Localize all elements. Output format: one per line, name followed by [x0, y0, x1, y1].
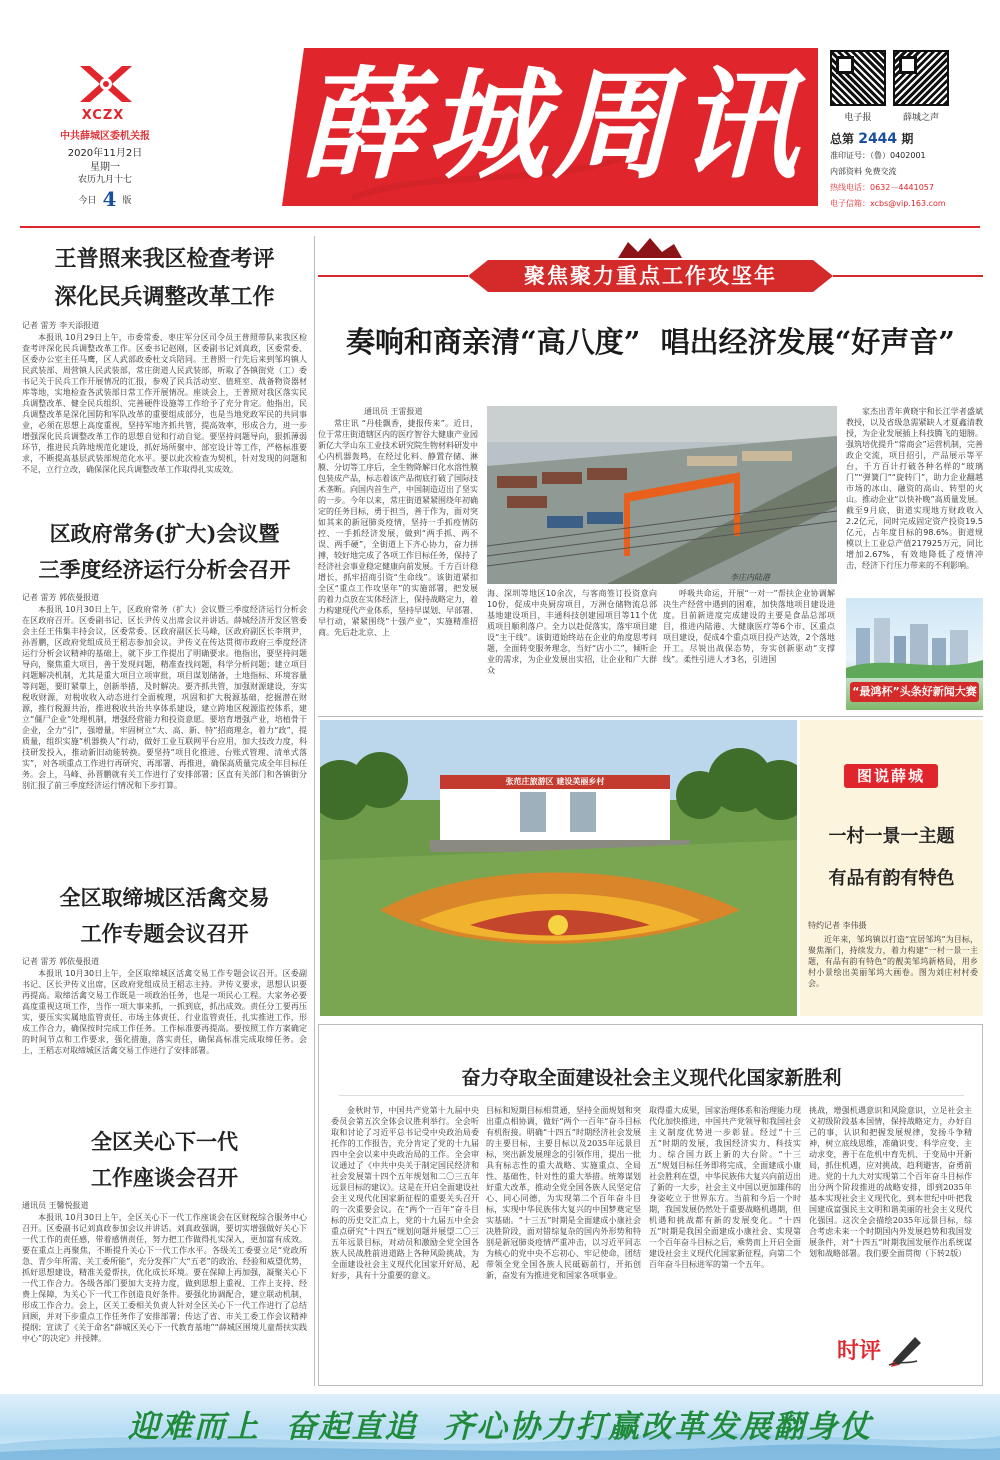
article-executive-meeting	[22, 512, 307, 872]
lead-body-col2: 海、深圳等地区10余次，与客商签订投资意向10份，促成中央厨房项目，万洲仓储物流总部基地建设项目，丰通科技创建园项目等11个优质项目顺利落户。全力以赴促落实，落牢项目建设“主干线”。该街道始终站在企业的角度思考问题，全面转变服务理念，当好“店小二”，倾听企业的需求，为企业发展出实招，让企业和广大群众	[487, 589, 657, 675]
article-headline: 全区关心下一代	[91, 1129, 238, 1154]
village-sign-text: 张范庄旅游区 建设美丽乡村	[505, 777, 605, 786]
circulation-note: 内部资料 免费交流	[830, 167, 897, 176]
article-body: 本报讯 10月29日上午，市委常委、枣庄军分区司令员王普照带队来我区检查考评深化民兵调整改革工作。区委书记赵刚，区委副书记刘真政，区委常委、区委办公室主任马鹰，区人武部政委杜文兵陪同。王普照一行先后来到邹坞镇人民武装部、周营镇人民武装部，常庄街道人民武装部，听取了各镇街党（工）委书记关于民兵工作开展情况的汇报，参观了民兵活动室、值班室、战备物资器材库等地，实地检查各武装部日常工作开展情况。座谈会上，王普照对我区落实民兵调整改革、健全民兵组织、完善硬件设施等工作给予了充分肯定。他指出，民兵调整改革是深化国防和军队改革的重要组成部分，也是当地党政军民的共同事业，必须在思想上高度重视，坚持军地齐抓共管，提高效率，形成合力，进一步增强深化民兵调整改革工作的思想自觉和行动自觉。要坚持问题导向，狠抓薄弱环节，推进民兵阵地规范化建设，抓好场所聚中、部室设计等工作，严格标准要求，不断提高基层武装部规范化水平。要以此次检查为契机，针对发现的问题和不足，立行立改，确保深化民兵调整改革工作取得扎实成效。	[22, 333, 307, 474]
article-headline: 王普照来我区检查考评	[54, 246, 275, 272]
lunar-date: 农历九月十七	[77, 175, 132, 185]
commentary-col2: 目标和短期目标相贯通，坚持全面规划和突出重点相协调，做好“两个一百年”奋斗目标有机衔接。明确“十四五”时期经济社会发展的主要目标，主要目标以及2035年远景目标，突出新发展理念的引领作用，提出一批具有标志性的重大战略、实施重点、全局性、基础性、针对性的重大举措。统筹谋划好重大改革，推动全党全国各族人民坚定信心、同心同德，为实现第二个百年奋斗目标，实现中华民族伟大复兴的中国梦奠定坚实基础。“十三五”时期是全面建成小康社会决胜阶段，面对错综复杂的国内外形势和特别是新冠肺炎疫情严重冲击，以习近平同志为核心的党中央不忘初心、牢记使命，团结带领全党全国各族人民砥砺前行，开拓创新，奋发有为推进党和国家各项事业。	[486, 1106, 641, 1280]
lead-body-right: 家杰出青年黄晓宇和长江学者盛斌教授，以及省级急需紧缺人才夏鑫清教授，为企业发展插上科技腾飞的翅膀。强筑培优提升“常商会”运营机制，完善政企交流，项目招引，产品展示等平台，千方百计打破各种名样的“玻璃门”“弹簧门”“旋转门”，助力企业翻越市场的冰山、融资的高山、转型的火山。推动企业“以快补晚”高质量发展。截至9月底，街道实现地方财政收入2.2亿元，同时完成固定资产投资19.5亿元，占年度目标的98.6%。街道规模以上工业总产值217925万元，同比增加2.67%，有效地降低了疫情冲击，经济下行压力带来的不利影响。	[846, 407, 983, 570]
issue-number: 2444	[858, 131, 898, 147]
commentary-col1: 金秋时节，中国共产党第十九届中央委员会第五次全体会议胜利举行。全会听取和讨论了习近平总书记受中央政治局委托作的工作报告，充分肯定了党的十九届四中全会以来中央政治局的工作。全会审议通过了《中共中央关于制定国民经济和社会发展第十四个五年规划和二〇三五年远景目标的建议》。这是在开启全面建设社会主义现代化国家新征程的重要关头召开的一次重要会议。在“两个一百年”奋斗目标的历史交汇点上，党的十九届五中全会重点研究“十四五”规划问题并展望二〇三五年远景目标，对动员和激励全党全国各族人民战胜前进道路上各种风险挑战，为全面建设社会主义现代化国家开好局、起好步，具有十分重要的意义。	[331, 1106, 479, 1280]
inland-port-photo	[487, 406, 837, 584]
article-byline: 记者 雷芳 李天添报道	[22, 321, 100, 330]
bottom-banner	[0, 1394, 1000, 1460]
article-headline: 工作专题会议召开	[80, 921, 249, 946]
article-byline: 记者 雷芳 郭依曼报道	[22, 957, 100, 966]
article-body: 本报讯 10月30日上午，全区关心下一代工作座谈会在区财税综合服务中心召开。区委副书记刘真政参加会议并讲话。刘真政强调，要切实增强做好关心下一代工作的责任感，带着感情责任，努力把工作做得扎实深入，更加富有成效。要在重点上再聚焦，不断提升关心下一代工作水平。各级关工委要立足“党政所急、青少年所需、关工委所能”，充分发挥广大“五老”的政治、经验和威望优势，抓好思想建设，精准关爱帮扶，优化成长环境。要在保障上再加强，凝聚关心下一代工作合力。各级各部门要加大支持力度，做到思想上重视、工作上支持、经费上保障，为关心下一代工作创造良好条件。要强化协调配合，建立联动机制，形成工作合力。会上，区关工委相关负责人针对全区关心下一代工作进行了总结回顾，并对下步重点工作任务作了安排部署；传达了省、市关工委工作会议精神提纲；宣读了《关于命名“薛城区关心下一代教育基地”“薛城区围境儿童帮扶实践中心”的决定》并授牌。	[22, 1213, 307, 1343]
slogan-text: 聚焦聚力重点工作攻坚年	[524, 263, 777, 288]
feature-title: 有品有韵有特色	[828, 868, 955, 889]
article-body: 本报讯 10月30日上午，全区取缔城区活禽交易工作专题会议召开。区委副书记、区长尹传义出席，区政府党组成员王稻志主持。尹传义要求，思想认识要再提高。取缔活禽交易工作既是一项政治任务，也是一项民心工程。大家务必要高度重视这项工作，当作一项大事来抓，一抓到底，抓出成效。责任分工要再压实，要压实实属地监管责任、市场主体责任、行业监管责任，扎实推进工作，形成工作合力，确保按时完成工作任务。工作标准要再提高。要按照工作方案确定的时间节点和工作要求，强化措施，落实责任，确保高标准完成取缔任务。会上，王稻志对取缔城区活禽交易工作进行了安排部署。	[22, 969, 307, 1055]
weekday: 星期一	[90, 162, 120, 173]
feature-byline: 特约记者 李伟摄	[808, 921, 867, 930]
contest-ad[interactable]	[846, 598, 983, 710]
article-next-generation	[22, 1120, 307, 1384]
article-headline: 全区取缔城区活禽交易	[59, 885, 270, 910]
logo	[70, 62, 136, 122]
pages-count: 4	[102, 187, 117, 211]
article-byline: 通讯员 王馨悦报道	[22, 1201, 89, 1210]
feature-photo	[320, 720, 797, 1016]
feature-title: 一村一景一主题	[828, 826, 955, 847]
title-block	[282, 48, 818, 206]
print-permit: 准印证号：（鲁）0402001	[830, 151, 926, 160]
contest-ad-text: “最鸿杯”头条好新闻大赛	[850, 682, 979, 702]
issue-suffix: 期	[901, 132, 914, 146]
lead-headline: 奏响和商亲清“高八度” 唱出经济发展“好声音”	[346, 325, 955, 359]
logo-code: XCZX	[81, 108, 125, 123]
article-byline: 记者 雷芳 郭依曼报道	[22, 593, 100, 602]
article-body: 本报讯 10月30日上午，区政府常务（扩大）会议暨三季度经济运行分析会在区政府召开。区委副书记、区长尹传义出席会议并讲话。薛城经济开发区管委会主任王伟集丰持会议，区委常委、区政府副区长马峰，区政府副区长李荆尹，孙晋鹏，区政府党组成员王稻志参加会议。尹传义在传达贯彻市政府三季度经济运行分析会议精神的基础上，就下步工作提出了明确要求。他指出，要坚持问题导向，聚焦重大项目，善于发现问题，精准查找问题，科学分析问题；建立项目问题解决机制，尤其是重大项目立项审批，项目谋划储备，土地指标、环境容量等问题，要盯紧靠上，创新举措，及时解决。要齐抓共管，加强财源建设，夯实税收财源，对税收收入动态进行全面梳理，巩固和扩大税源基础，挖掘潜在财源，推行税源共治，推进税收共治共享体系建设，建立跨地区税源监控体系，建立“僵尸企业”处理机制，增强经营能力和投资意愿。要培育增强产业，培植骨干企业，全力“引”，强增量，牢固树立“大、高、新、特”招商理念，着力“政”，提质量，组织实施“机器换人”行动，做好工业互联网平台应用，加大技改力度，科技研发投入，推动新旧动能转换。要坚持“项目化推进、台账式管理、清单式落实”，对各项重点工作进行再研究、再部署、再推进，确保高质量完成全年目标任务。会上，马峰、孙晋鹏就有关工作进行了安排部署；区直有关部门和各镇街分别汇报了前三季度经济运行情况和下步打算。	[22, 605, 307, 790]
village-garden-photo	[320, 720, 797, 1016]
email: 电子信箱：xcbs@vip.163.com	[830, 199, 946, 208]
newspaper-title: 薛城周讯	[300, 55, 804, 196]
feature-sidebar	[800, 720, 983, 1016]
article-poultry-trade	[22, 876, 307, 1116]
commentary-col4: 挑战，增强机遇意识和风险意识，立足社会主义初级阶段基本国情，保持战略定力，办好自己的事，认识和把握发展规律，发扬斗争精神，树立底线思维，准确识变、科学应变、主动求变，善于在危机中育先机、于变局中开新局，抓住机遇，应对挑战，趋利避害，奋勇前进。党的十九大对实现第二个百年奋斗目标作出分两个阶段推进的战略安排，即到2035年基本实现社会主义现代化，到本世纪中叶把我国建成富强民主文明和谐美丽的社会主义现代化强国。这次全会描绘2035年远景目标，综合考虑未来一个时期国内外发展趋势和我国发展条件，对“十四五”时期我国发展作出系统谋划和战略部署。我们要全面贯彻（下转2版）	[809, 1106, 972, 1258]
left-column	[22, 236, 307, 1386]
commentary-divider	[339, 1095, 964, 1096]
qr-code-voice[interactable]	[893, 50, 949, 106]
pages-info	[40, 188, 170, 210]
feature-tag: 图说薛城	[844, 764, 938, 788]
column-divider	[314, 236, 315, 1386]
slogan-banner	[318, 236, 983, 302]
pages-suffix: 版	[122, 195, 132, 206]
commentary-column-tag	[837, 1329, 957, 1369]
commentary-headline: 奋力夺取全面建设社会主义现代化国家新胜利	[461, 1067, 842, 1089]
article-headline: 三季度经济运行分析会召开	[38, 557, 291, 582]
hotline: 热线电话：0632－4441057	[830, 183, 934, 192]
article-headline: 区政府常务(扩大)会议暨	[49, 521, 280, 546]
commentary-section	[318, 1024, 983, 1386]
issue-prefix: 总第	[830, 132, 855, 146]
pages-prefix: 今日	[78, 195, 97, 206]
feature-body: 近年来，邹坞镇以打造“宜居邹坞”为目标，聚焦渐门，持续发力，着力构建“一村一景一主题，有品有韵有特色”的靓美邹坞新格局，用乡村小景绘出美丽邹坞大画卷。图为刘庄村村委会。	[808, 935, 978, 988]
lead-photo	[487, 406, 837, 584]
photo-caption: 李庄内陆港	[730, 573, 770, 582]
pen-icon	[887, 1331, 927, 1367]
bottom-banner-text: 迎难而上 奋起直追 齐心协力打赢改革发展翻身仗	[127, 1409, 873, 1445]
logo-mark-icon	[70, 62, 136, 106]
qr-label-epaper: 电子报	[844, 113, 872, 123]
commentary-col3: 取得重大成果，国家治理体系和治理能力现代化加快推进，中国共产党领导和我国社会主义制度优势进一步彰显。经过“十三五”时期的发展，我国经济实力、科技实力、综合国力跃上新的大台阶。“十三五”规划目标任务即将完成，全面建成小康社会胜利在望，中华民族伟大复兴向前迈出了新的一大步，社会主义中国以更加雄伟的身姿屹立于世界东方。当前和今后一个时期，我国发展仍然处于重要战略机遇期，但机遇和挑战都有新的发展变化。“十四五”时期是我国全面建成小康社会、实现第一个百年奋斗目标之后，乘势而上开启全面建设社会主义现代化国家新征程，向第二个百年奋斗目标进军的第一个五年。	[649, 1106, 801, 1269]
article-headline: 深化民兵调整改革工作	[54, 284, 275, 310]
lead-byline: 通讯员 王雷报道	[364, 407, 423, 416]
issue-number-line	[830, 130, 970, 147]
article-militia-reform	[22, 236, 307, 508]
publisher: 中共薛城区委机关报	[60, 131, 150, 142]
city-skyline-icon	[846, 608, 983, 678]
qr-code-epaper[interactable]	[830, 50, 886, 106]
masthead-divider	[20, 226, 980, 228]
qr-label-voice: 薛城之声	[902, 113, 939, 123]
lead-body-col1: 常庄讯 “丹桂飘香，捷报传来”。近日，位于常庄街道辖区内的医疗智谷大健康产业园新亿大学山东工业技术研究院生物材料研发中心内机器轰鸣，在经过化料、静置存储、淋膜、分切等工序后，全生物降解日化水溶性膜包装成产品，标志着该产品彻底打破了国际技术垄断。向国内首生产，中国制造迈出了坚实的一步。今年以来，常庄街道紧紧围绕年初确定的任务目标，勇于担当，善于作为，面对突如其来的新冠肺炎疫情，坚持一手抓疫情防控、一手抓经济发展，做到“两手抓、两不误、两手硬”，全街道上下齐心协力，奋力拼搏，较好地完成了各项工作目标任务，保持了经济社会事业稳定健康向前发展。千方百计稳增长，抓牢招商引资“生命线”。该街道紧扣全区“重点工作攻坚年”的实施部署，把发展的着力点放在实体经济上，保持战略定力，着力构建现代产业体系，坚持早谋划、早部署、早行动，紧紧围绕“十强产业”，实施精准招商。先后赴北京、上	[318, 419, 478, 637]
issue-date: 2020年11月2日	[67, 148, 143, 159]
masthead	[0, 0, 1000, 225]
section-divider	[318, 716, 983, 717]
column-tag-text: 时评	[837, 1337, 882, 1364]
lead-body-col3: 呼吸共命运，开展“一对一”帮扶企业协调解决生产经营中遇到的困难，加快落地项目建设进度。目前新进度完成建设的主要是食品总部项目，推进内陆港、大健康医疗等6个市、区重点项目建设，促成4个重点项目投产达效，2个落地开工。尽锐出战保态势，夯实创新驱动“支撑线”。柔性引进人才3名，引进国	[663, 589, 835, 664]
article-headline: 工作座谈会召开	[91, 1165, 238, 1190]
